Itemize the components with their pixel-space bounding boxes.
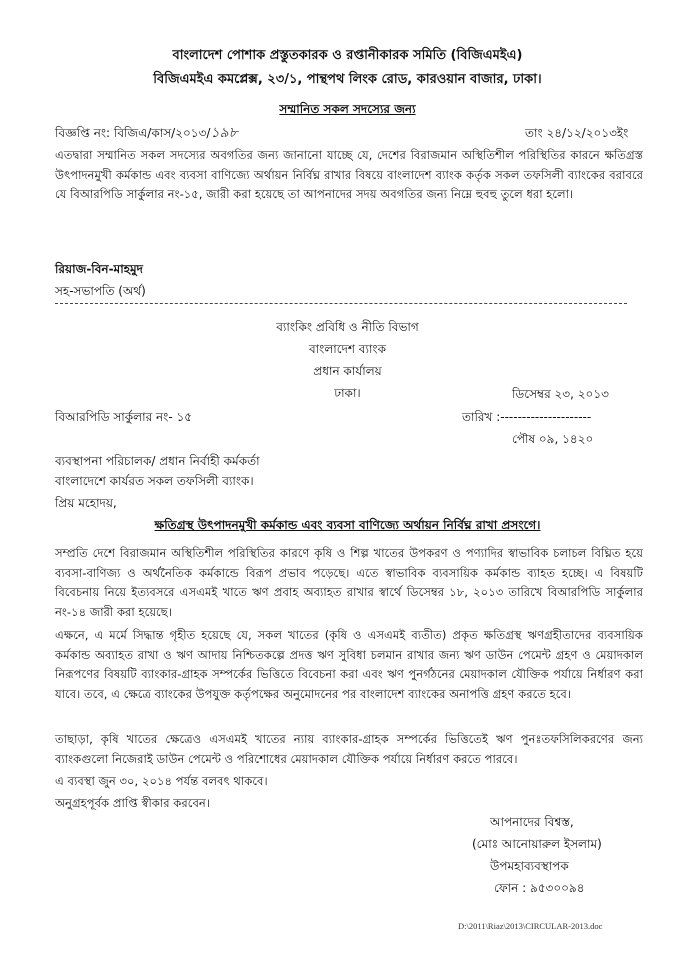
addressee-line-2: বাংলাদেশে কার্যরত সকল তফসিলী ব্যাংক। bbox=[55, 474, 254, 488]
circular-date-label: তারিখ :--------------------- bbox=[462, 410, 592, 424]
notice-signer-title: সহ-সভাপতি (অর্থ) bbox=[55, 284, 146, 298]
notice-signer-name: রিয়াজ-বিন-মাহমুদ bbox=[55, 262, 143, 276]
signatory-name: (মোঃ আনোয়ারুল ইসলাম) bbox=[472, 837, 602, 851]
notice-reference bbox=[55, 124, 238, 142]
signatory-title: উপমহাব্যবস্থাপক bbox=[490, 859, 569, 873]
circular-paragraph-2: এক্ষনে, এ মর্মে সিদ্ধান্ত গৃহীত হয়েছে যে, সকল খাতের (কৃষি ও এসএমই ব্যতীত) প্রকৃত ক্ষতিগ্রস্থ ঋণগ্রহীতাদের ব্যবসায়িক কর্মকান্ড অব্যাহত রাখা ও ঋণ আদায় নিশ্চিতকল্পে প্রদত্ত ঋণ সুবিধা চলমান রাখার জন্য ঋণ ডাউন পেমেন্ট গ্রহণ ও মেয়াদকাল নিরূপণের বিষয়টি ব্যাংকার-গ্রাহক সম্পর্কের ভিত্তিতে বিবেচনা করা এবং ঋণ পুনর্গঠনের মেয়াদকাল যৌক্তিক পর্যায়ে নির্ধারণ করা যাবে। তবে, এ ক্ষেত্রে ব্যাংকের উপযুক্ত কর্তৃপক্ষের অনুমোদনের পর বাংলাদেশ ব্যাংকের অনাপত্তি গ্রহণ করতে হবে। bbox=[55, 628, 643, 701]
circular-date-english: ডিসেম্বর ২৩, ২০১৩ bbox=[512, 387, 609, 401]
separator-line bbox=[55, 303, 627, 304]
reference-label: বিজ্ঞপ্তি নং: বিজিএ/কাস/২০১৩/ bbox=[55, 126, 211, 140]
org-address: বিজিএমইএ কমপ্লেক্স, ২৩/১, পান্থপথ লিংক রোড, কারওয়ান বাজার, ঢাকা। bbox=[153, 72, 542, 87]
greeting: প্রিয় মহোদয়, bbox=[55, 496, 117, 510]
circular-city: ঢাকা। bbox=[334, 386, 361, 400]
circular-paragraph-4: এ ব্যবস্থা জুন ৩০, ২০১৪ পর্যন্ত বলবৎ থাকবে। bbox=[55, 774, 268, 788]
addressee-line-1: ব্যবস্থাপনা পরিচালক/ প্রধান নির্বাহী কর্মকর্তা bbox=[55, 454, 260, 468]
notice-heading: সম্মানিত সকল সদস্যের জন্য bbox=[279, 102, 416, 116]
reference-handwritten-number: ১৯৮ bbox=[210, 125, 238, 141]
signatory-phone: ফোন : ৯৫৩০০৯৪ bbox=[494, 881, 585, 895]
circular-department: ব্যাংকিং প্রবিধি ও নীতি বিভাগ bbox=[276, 320, 419, 334]
circular-paragraph-5: অনুগ্রহপূর্বক প্রাপ্তি স্বীকার করবেন। bbox=[55, 796, 210, 810]
circular-paragraph-3: তাছাড়া, কৃষি খাতের ক্ষেত্রেও এসএমই খাতের ন্যায় ব্যাংকার-গ্রাহক সম্পর্কের ভিত্তিতেই ঋণ পুনঃতফসিলিকরণের জন্য ব্যাংকগুলো নিজেরাই ডাউন পেমেন্ট ও পরিশোধের মেয়াদকাল যৌক্তিক পর্যায়ে নির্ধারণ করতে পারবে। bbox=[55, 732, 643, 766]
file-path-footer: D:\2011\Riaz\2013\CIRCULAR-2013.doc bbox=[458, 921, 603, 931]
notice-body: এতদ্বারা সম্মানিত সকল সদস্যের অবগতির জন্য জানানো যাচ্ছে যে, দেশের বিরাজমান অস্থিতিশীল পরিস্থিতির কারনে ক্ষতিগ্রস্ত উৎপাদনমুখী কর্মকান্ড এবং ব্যবসা বাণিজ্যে অর্থায়ন নির্বিঘ্ন রাখার বিষয়ে বাংলাদেশ ব্যাংক কর্তৃক সকল তফসিলী ব্যাংকের বরাবরে যে বিআরপিডি সার্কুলার নং-১৫, জারী করা হয়েছে তা আপনাদের সদয় অবগতির জন্য নিম্নে হুবহু তুলে ধরা হলো। bbox=[55, 148, 643, 202]
org-name: বাংলাদেশ পোশাক প্রস্তুতকারক ও রপ্তানীকারক সমিতি (বিজিএমইএ) bbox=[172, 48, 523, 63]
circular-office: প্রধান কার্যালয় bbox=[313, 364, 382, 378]
closing-phrase: আপনাদের বিশ্বস্ত, bbox=[490, 815, 574, 829]
circular-bank: বাংলাদেশ ব্যাংক bbox=[309, 342, 386, 356]
circular-number: বিআরপিডি সার্কুলার নং- ১৫ bbox=[55, 410, 193, 424]
circular-paragraph-1: সম্প্রতি দেশে বিরাজমান অস্থিতিশীল পরিস্থিতির কারণে কৃষি ও শিল্প খাতের উপকরণ ও পণ্যাদির স্বাভাবিক চলাচল বিঘ্নিত হয়ে ব্যবসা-বাণিজ্য ও অর্থনৈতিক কর্মকান্ডে বিরূপ প্রভাব পড়েছে। এতে স্বাভাবিক ব্যবসায়িক কর্মকান্ড ব্যাহত হচ্ছে। এ বিষয়টি বিবেচনায় নিয়ে ইত্যবসরে এসএমই খাতে ঋণ প্রবাহ অব্যাহত রাখার স্বার্থে ডিসেম্বর ১৮, ২০১৩ তারিখে বিআরপিডি সার্কুলার নং-১৪ জারী করা হয়েছে। bbox=[55, 546, 643, 619]
circular-date-bengali: পৌষ ০৯, ১৪২০ bbox=[512, 432, 594, 446]
circular-subject: ক্ষতিগ্রস্থ উৎপাদনমুখী কর্মকান্ড এবং ব্যবসা বাণিজ্যে অর্থায়ন নির্বিঘ্ন রাখা প্রসংগে। bbox=[154, 518, 541, 532]
notice-date: তাং ২৪/১২/২০১৩ইং bbox=[525, 126, 629, 140]
